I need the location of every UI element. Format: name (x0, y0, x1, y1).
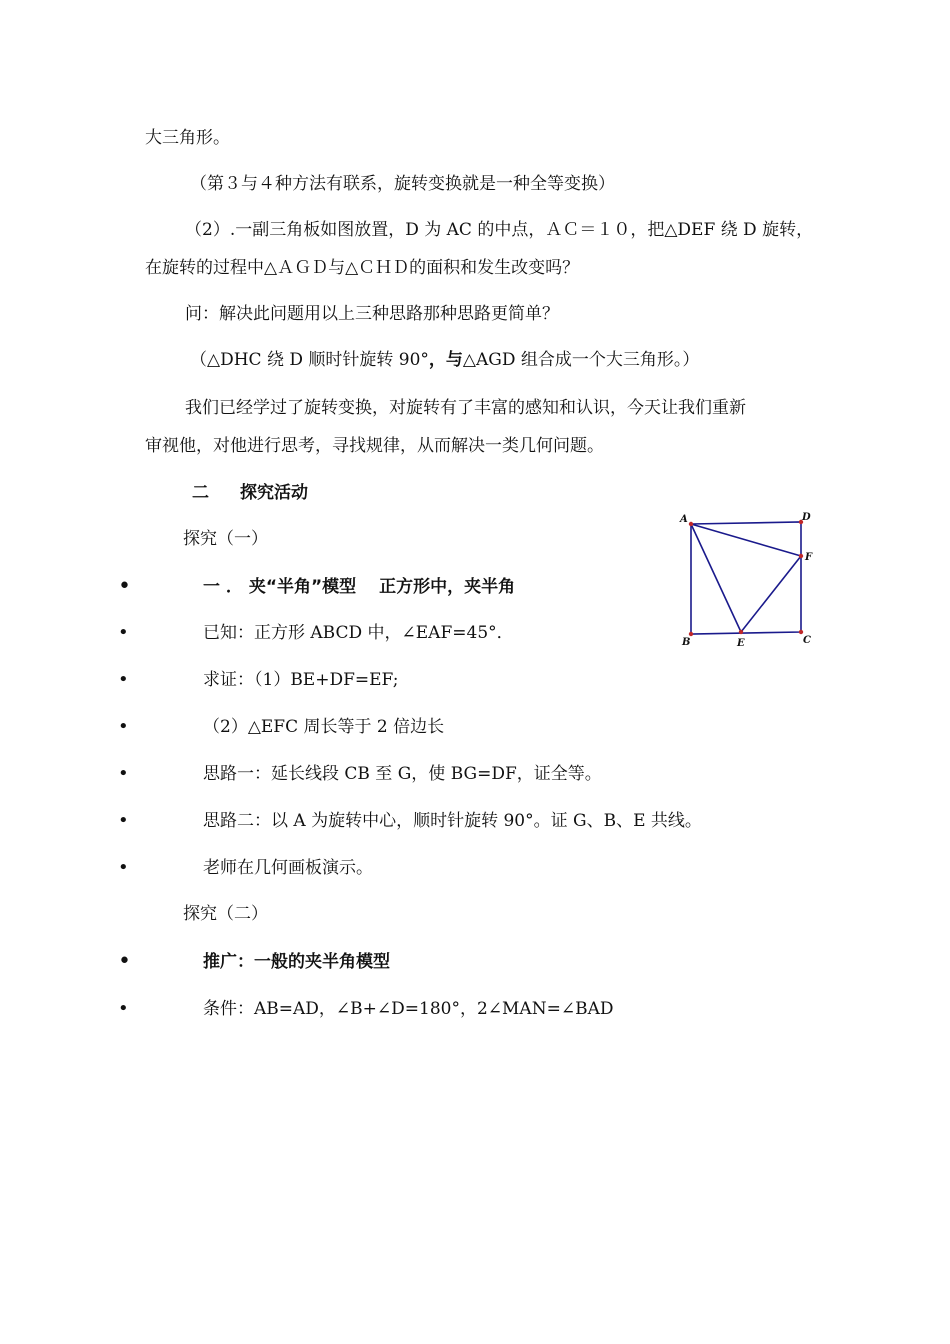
bullet-marker: • (118, 857, 129, 878)
point-f (799, 554, 803, 558)
segment-ef (741, 556, 801, 632)
segment-ae (691, 524, 741, 632)
bullet-marker: • (118, 716, 129, 737)
explore-1-item: 已知：正方形 ABCD 中，∠EAF=45°． (203, 623, 514, 643)
answer-line (190, 348, 699, 372)
label-c: C (803, 635, 811, 646)
problem-2-line-1: （2）.一副三角板如图放置，D 为 AC 的中点，ＡＣ＝１０，把△DEF 绕 D 旋转， (185, 220, 814, 240)
explore-1-item: 老师在几何画板演示。 (203, 858, 373, 878)
intro-paragraph-line-2: 审视他，对他进行思考，寻找规律，从而解决一类几何问题。 (145, 436, 604, 456)
explore-1-item: （2）△EFC 周长等于 2 倍边长 (203, 717, 445, 737)
figure-lines (691, 522, 801, 634)
point-a (689, 522, 693, 526)
paragraph-continuation: 大三角形。 (145, 128, 230, 148)
explore-1-heading: 探究（一） (183, 529, 268, 549)
bullet-marker: • (118, 998, 129, 1019)
problem-2-line-2: 在旋转的过程中△ＡＧＤ与△ＣＨＤ的面积和发生改变吗？ (145, 258, 580, 278)
question-line: 问：解决此问题用以上三种思路那种思路更简单？ (185, 304, 559, 324)
point-c (799, 630, 803, 634)
label-b: B (682, 637, 691, 648)
explore-1-item: 一 ． 夹“半角”模型 正方形中，夹半角 (203, 577, 516, 597)
intro-paragraph-line-1: 我们已经学过了旋转变换，对旋转有了丰富的感知和认识，今天让我们重新 (185, 398, 746, 418)
label-a: A (680, 514, 688, 525)
bullet-marker: • (118, 669, 129, 690)
section-title: 探究活动 (240, 483, 308, 503)
bullet-marker: • (118, 574, 131, 599)
explore-1-item: 思路一：延长线段 CB 至 G，使 BG=DF，证全等。 (203, 764, 602, 784)
bullet-marker: • (118, 763, 129, 784)
label-d: D (802, 512, 811, 523)
paragraph-note: （第３与４种方法有联系，旋转变换就是一种全等变换） (190, 174, 615, 194)
explore-2-heading: 探究（二） (183, 904, 268, 924)
geometry-figure (670, 508, 820, 653)
explore-2-item: 条件：AB=AD，∠B+∠D=180°，2∠MAN=∠BAD (203, 999, 614, 1019)
answer-part-1: （△DHC 绕 D 顺时针旋转 90° (190, 350, 429, 370)
point-b (689, 632, 693, 636)
bullet-marker: • (118, 810, 129, 831)
explore-1-item: 求证：（1）BE+DF=EF; (203, 670, 399, 690)
bullet-marker: • (118, 622, 129, 643)
answer-part-3: △AGD 组合成一个大三角形。） (462, 350, 700, 370)
label-f: F (805, 552, 813, 563)
answer-part-2: ，与 (428, 350, 463, 370)
segment-af (691, 524, 801, 556)
point-e (739, 630, 743, 634)
explore-2-item: 推广：一般的夹半角模型 (203, 952, 390, 972)
explore-1-item: 思路二：以 A 为旋转中心，顺时针旋转 90°。证 G、B、E 共线。 (203, 811, 702, 831)
bullet-marker: • (118, 949, 131, 974)
section-number: 二 (192, 483, 209, 503)
figure-points (689, 520, 803, 636)
label-e: E (737, 638, 745, 649)
